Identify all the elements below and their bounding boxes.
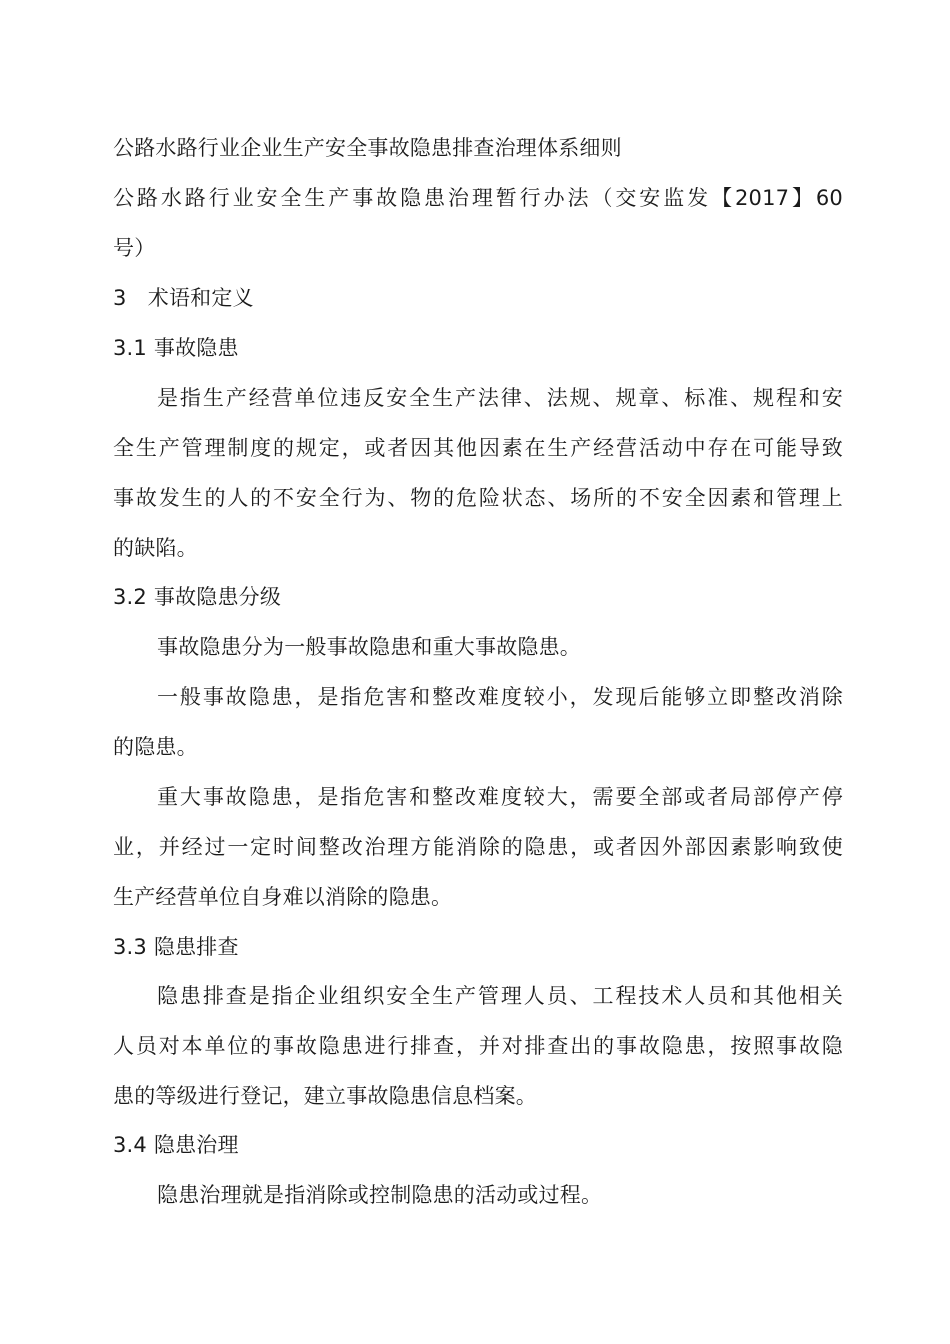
- paragraph-3-2-b-line-1: 一般事故隐患，是指危害和整改难度较小，发现后能够立即整改消除: [157, 685, 843, 709]
- reference-line-2: 号）: [113, 236, 156, 260]
- paragraph-3-2-c-line-3: 生产经营单位自身难以消除的隐患。: [113, 885, 453, 909]
- reference-line-1: 公路水路行业安全生产事故隐患治理暂行办法（交安监发【2017】60: [113, 186, 843, 210]
- document-title-line: 公路水路行业企业生产安全事故隐患排查治理体系细则: [113, 136, 622, 160]
- paragraph-3-3-line-1: 隐患排查是指企业组织安全生产管理人员、工程技术人员和其他相关: [157, 984, 843, 1008]
- paragraph-3-2-c-line-1: 重大事故隐患，是指危害和整改难度较大，需要全部或者局部停产停: [157, 785, 843, 809]
- paragraph-3-1-line-4: 的缺陷。: [113, 536, 198, 560]
- section-heading-3-2: 3.2 事故隐患分级: [113, 585, 282, 609]
- paragraph-3-1-line-2: 全生产管理制度的规定，或者因其他因素在生产经营活动中存在可能导致: [113, 436, 843, 460]
- paragraph-3-3-line-2: 人员对本单位的事故隐患进行排查，并对排查出的事故隐患，按照事故隐: [113, 1034, 843, 1058]
- paragraph-3-2-b-line-2: 的隐患。: [113, 735, 198, 759]
- paragraph-3-2-c-line-2: 业，并经过一定时间整改治理方能消除的隐患，或者因外部因素影响致使: [113, 835, 843, 859]
- section-heading-3-4: 3.4 隐患治理: [113, 1133, 239, 1157]
- section-heading-3: 3 术语和定义: [113, 286, 254, 310]
- section-heading-3-1: 3.1 事故隐患: [113, 336, 239, 360]
- paragraph-3-3-line-3: 患的等级进行登记，建立事故隐患信息档案。: [113, 1084, 537, 1108]
- paragraph-3-4: 隐患治理就是指消除或控制隐患的活动或过程。: [157, 1183, 603, 1207]
- paragraph-3-1-line-1: 是指生产经营单位违反安全生产法律、法规、规章、标准、规程和安: [157, 386, 843, 410]
- paragraph-3-2-a: 事故隐患分为一般事故隐患和重大事故隐患。: [157, 635, 581, 659]
- section-heading-3-3: 3.3 隐患排查: [113, 935, 239, 959]
- paragraph-3-1-line-3: 事故发生的人的不安全行为、物的危险状态、场所的不安全因素和管理上: [113, 486, 843, 510]
